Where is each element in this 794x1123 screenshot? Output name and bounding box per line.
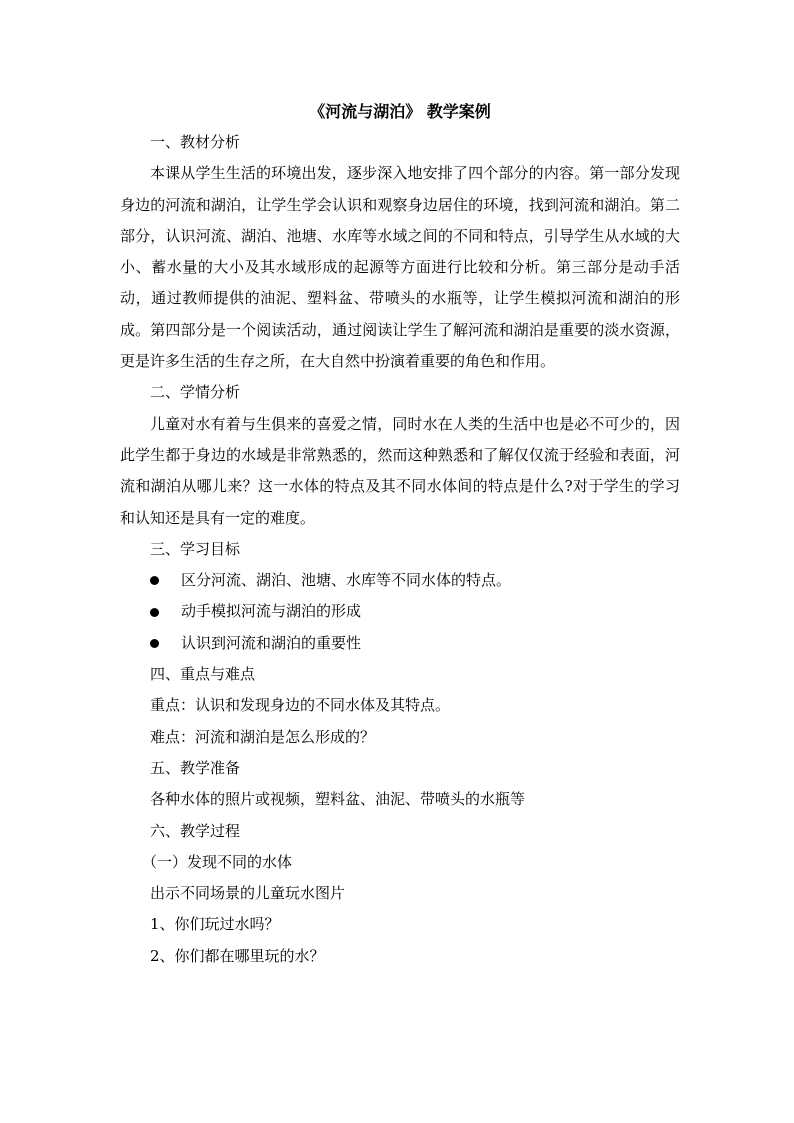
bullet-dot-icon — [150, 639, 159, 648]
bullet-dot-icon — [150, 608, 159, 617]
section-heading-key-points: 四、重点与难点 — [150, 665, 256, 684]
document-title: 《河流与湖泊》 教学案例 — [309, 102, 491, 121]
difficulty-text: 难点：河流和湖泊是怎么形成的？ — [150, 727, 376, 746]
section-heading-materials: 一、教材分析 — [150, 133, 241, 151]
objective-item — [120, 596, 680, 627]
section-heading-preparation: 五、教学准备 — [150, 758, 241, 777]
process-text: 出示不同场景的儿童玩水图片 — [150, 884, 346, 903]
document-body — [120, 96, 680, 972]
objective-text: 区分河流、湖泊、池塘、水库等不同水体的特点。 — [181, 571, 512, 590]
section-heading-objectives: 三、学习目标 — [150, 539, 241, 558]
subsection-heading: （一）发现不同的水体 — [142, 852, 293, 871]
paragraph-learners: 儿童对水有着与生俱来的喜爱之情，同时水在人类的生活中也是必不可少的，因此学生都于身边的水域是非常熟悉的，然而这种熟悉和了解仅仅流于经验和表面，河流和湖泊从哪儿来？这一水体的特点及其不同水体间的特点是什么?对于学生的学习和认知还是具有一定的难度。 — [120, 414, 680, 527]
section-heading-learners: 二、学情分析 — [150, 383, 241, 402]
objective-item — [120, 628, 680, 659]
key-point-text: 重点：认识和发现身边的不同水体及其特点。 — [150, 696, 451, 715]
preparation-text: 各种水体的照片或视频，塑料盆、油泥、带喷头的水瓶等 — [150, 790, 526, 809]
paragraph-materials: 本课从学生生活的环境出发，逐步深入地安排了四个部分的内容。第一部分发现身边的河流和湖泊，让学生学会认识和观察身边居住的环境，找到河流和湖泊。第二部分，认识河流、湖泊、池塘、水库等水域之间的不同和特点，引导学生从水域的大小、蓄水量的大小及其水域形成的起源等方面进行比较和分析。第三部分是动手活动，通过教师提供的油泥、塑料盆、带喷头的水瓶等，让学生模拟河流和湖泊的形成。第四部分是一个阅读活动，通过阅读让学生了解河流和湖泊是重要的淡水资源，更是许多生活的生存之所，在大自然中扮演着重要的角色和作用。 — [120, 164, 680, 371]
objective-text: 认识到河流和湖泊的重要性 — [181, 633, 362, 652]
section-heading-process: 六、教学过程 — [150, 821, 241, 840]
bullet-dot-icon — [150, 576, 159, 585]
objective-text: 动手模拟河流与湖泊的形成 — [181, 602, 362, 621]
objective-item — [120, 565, 680, 596]
question-item: 1、你们玩过水吗？ — [150, 915, 280, 934]
question-item: 2、你们都在哪里玩的水？ — [150, 946, 325, 965]
